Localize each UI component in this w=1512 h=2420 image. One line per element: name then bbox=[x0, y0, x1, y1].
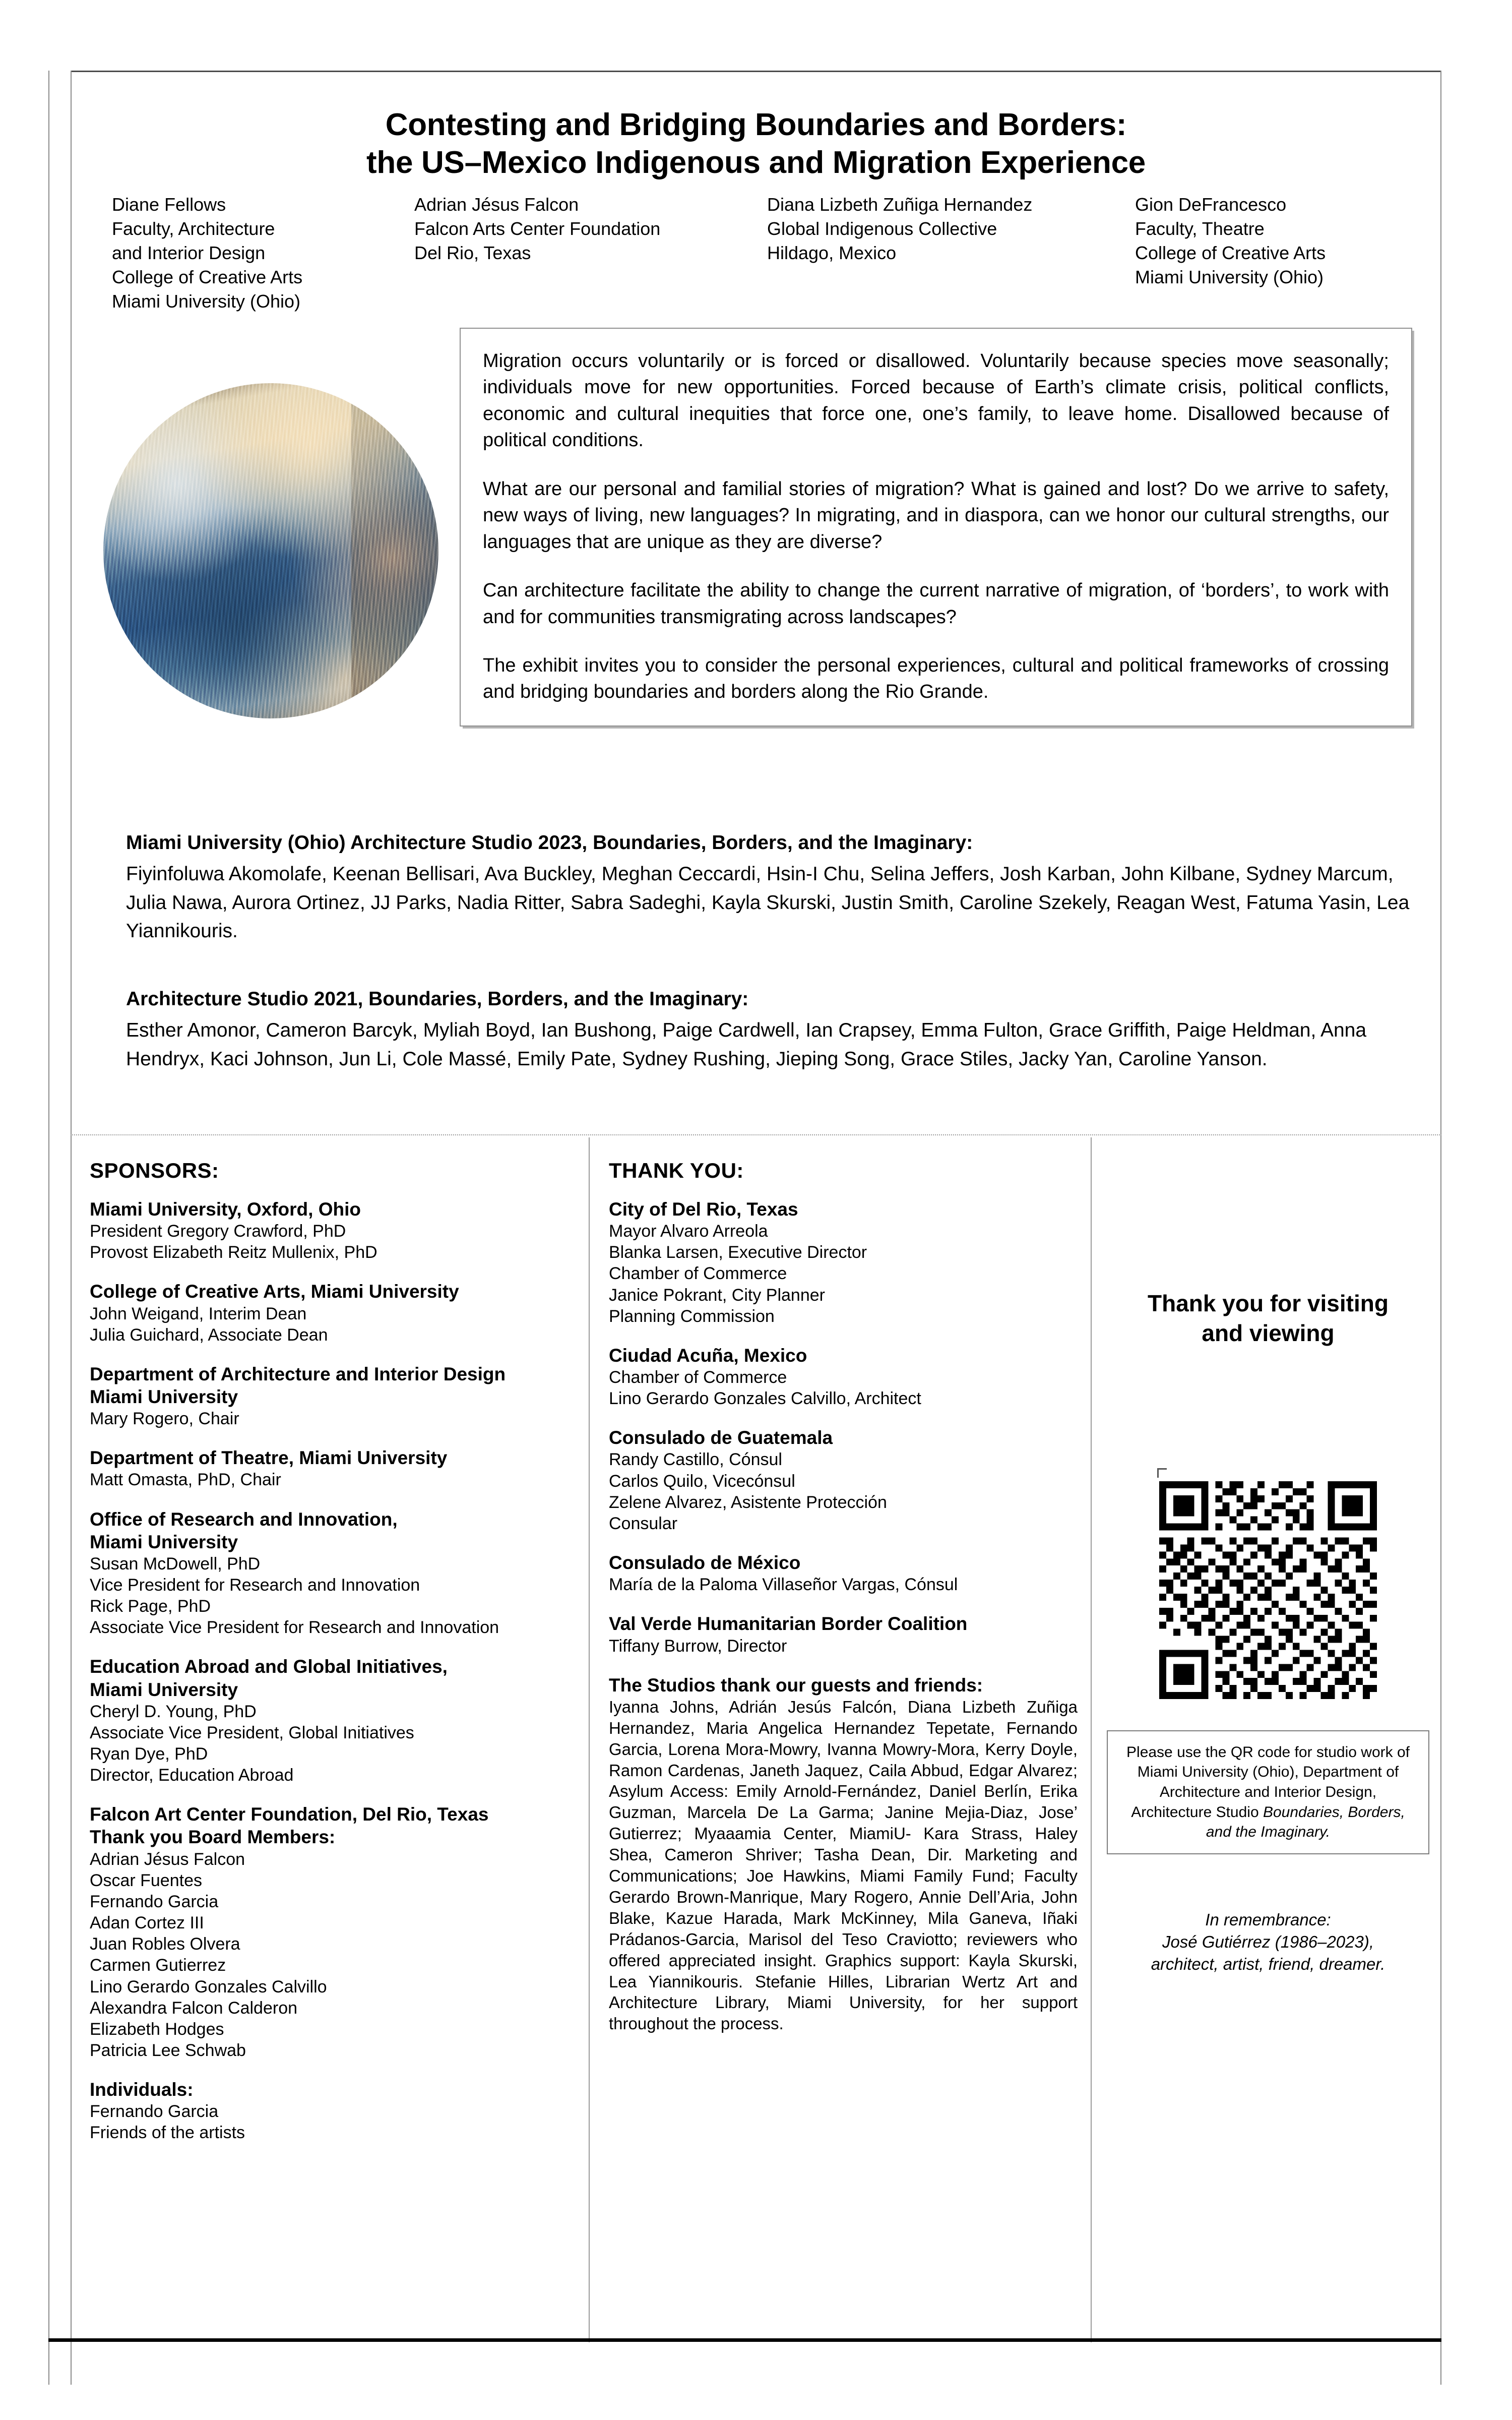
friends-heading: The Studios thank our guests and friends: bbox=[609, 1674, 983, 1696]
qr-note-plain: Please use the QR code for studio work of Miami University (Ohio), Department of Architecture and Interior Design, Architecture Studio bbox=[1126, 1743, 1410, 1821]
thankyou-heading: THANK YOU: bbox=[609, 1159, 744, 1182]
author-name: Gion DeFrancesco bbox=[1135, 194, 1287, 215]
studio-2023-heading: Miami University (Ohio) Architecture Studio 2023, Boundaries, Borders, and the Imaginary: bbox=[126, 832, 973, 854]
studio-2021-block bbox=[126, 988, 1416, 1073]
credit-group bbox=[90, 2078, 574, 2143]
abstract-box bbox=[460, 328, 1412, 727]
credit-group bbox=[90, 1655, 574, 1786]
credit-group-heading: College of Creative Arts, Miami University bbox=[90, 1281, 459, 1302]
author-column-3 bbox=[767, 193, 1130, 265]
credit-group bbox=[90, 1803, 574, 2061]
credit-group bbox=[609, 1426, 1078, 1534]
credit-group-heading: Individuals: bbox=[90, 2079, 194, 2100]
author-affiliation-line: Faculty, Theatre bbox=[1135, 218, 1265, 239]
credit-group bbox=[90, 1363, 574, 1429]
author-affiliation-line: Del Rio, Texas bbox=[414, 242, 531, 263]
credit-group-heading: Consulado de Guatemala bbox=[609, 1427, 833, 1448]
credit-group-heading: Miami University bbox=[90, 1679, 238, 1700]
author-affiliation-line: Hildago, Mexico bbox=[767, 242, 897, 263]
page-title bbox=[91, 106, 1421, 182]
author-name: Diana Lizbeth Zuñiga Hernandez bbox=[767, 194, 1033, 215]
credit-group-line: Fernando Garcia bbox=[90, 2102, 219, 2122]
credit-group-line: Planning Commission bbox=[609, 1306, 775, 1326]
credit-group-line: Juan Robles Olvera bbox=[90, 1934, 240, 1954]
credit-group-line: Elizabeth Hodges bbox=[90, 2019, 224, 2039]
credit-group bbox=[609, 1198, 1078, 1327]
studio-2021-names: Esther Amonor, Cameron Barcyk, Myliah Boyd, Ian Bushong, Paige Cardwell, Ian Crapsey, Emma Fulton, Grace Griffith, Paige Heldman, Anna Hendryx, Kaci Johnson, Jun Li, Cole Massé, Emily Pate, Sydney Rushing, Jieping Song, Grace Stiles, Jacky Yan, Caroline Yanson. bbox=[126, 1019, 1367, 1070]
credit-group-line: Cheryl D. Young, PhD bbox=[90, 1702, 257, 1721]
author-affiliation-line: Miami University (Ohio) bbox=[112, 290, 301, 312]
frame-right-rule bbox=[1440, 71, 1441, 2385]
bottom-rule bbox=[48, 2338, 1441, 2342]
friends-text: Iyanna Johns, Adrián Jesús Falcón, Diana Lizbeth Zuñiga Hernandez, Maria Angelica Hernandez Tepetate, Fernando Garcia, Lorena Mora-Mowry, Ivanna Mowry-Mora, Kerry Doyle, Ramon Cardenas, Janeth Jaquez, Caila Abbud, Edgar Alvarez; Asylum Access: Emily Arnold-Fernández, Daniel Berlín, Erika Guzman, Marcela De La Garma; Janine Mejia-Diaz, Jose’ Gutierrez; Myaaamia Center, MiamiU- Kara Strass, Haley Shea, Cameron Shriver; Tasha Dean, Dir. Marketing and Communications; Joe Hawkins, Miami Family Fund; Faculty Gerardo Brown-Manrique, Mary Rogero, Annie Dell’Aria, John Blake, Kazue Harada, Mark McKinney, Mila Ganeva, Iñaki Prádanos-Garcia, Marisol del Teso Craviotto; reviewers who offered appreciated insight. Graphics support: Kayla Skurski, Lea Yiannikouris. Stefanie Hilles, Librarian Wertz Art and Architecture Library, Miami University, for her support throughout the process. bbox=[609, 1697, 1078, 2033]
credit-group-line: Mary Rogero, Chair bbox=[90, 1409, 239, 1429]
credit-group bbox=[90, 1198, 574, 1263]
credit-group bbox=[609, 1612, 1078, 1656]
visit-message bbox=[1107, 1289, 1429, 1348]
credit-group bbox=[609, 1344, 1078, 1409]
credit-group-line: Alexandra Falcon Calderon bbox=[90, 1998, 298, 2018]
credit-group-line: María de la Paloma Villaseñor Vargas, Cónsul bbox=[609, 1575, 958, 1595]
qr-note-italic: Boundaries, Borders, and the Imaginary. bbox=[1206, 1803, 1405, 1841]
qr-code-note bbox=[1107, 1730, 1429, 1854]
abstract-paragraph-2: What are our personal and familial stories of migration? What is gained and lost? Do we arrive to safety, new ways of living, new languages? In migrating, and in diaspora, can we honor our cultural strengths, our languages that are unique as they are diverse? bbox=[483, 478, 1389, 553]
abstract-paragraph-4: The exhibit invites you to consider the personal experiences, cultural and political frameworks of crossing and bridging boundaries and borders along the Rio Grande. bbox=[483, 654, 1389, 703]
credit-group-heading: Education Abroad and Global Initiatives, bbox=[90, 1656, 448, 1677]
credit-group-heading: Office of Research and Innovation, bbox=[90, 1508, 398, 1530]
credit-group-line: Vice President for Research and Innovation bbox=[90, 1575, 420, 1595]
credit-group-line: Janice Pokrant, City Planner bbox=[609, 1285, 825, 1305]
credit-group-line: Adan Cortez III bbox=[90, 1913, 204, 1933]
friends-group bbox=[609, 1674, 1078, 2035]
frame-top-rule bbox=[71, 71, 1441, 72]
credit-group-line: Tiffany Burrow, Director bbox=[609, 1636, 787, 1656]
credit-group-heading: Department of Architecture and Interior Design bbox=[90, 1363, 506, 1384]
credit-group-heading: Val Verde Humanitarian Border Coalition bbox=[609, 1613, 968, 1635]
photo-texture bbox=[103, 383, 438, 718]
credit-group-line: Susan McDowell, PhD bbox=[90, 1554, 261, 1574]
credit-group bbox=[90, 1280, 574, 1345]
column-divider-2 bbox=[1091, 1137, 1092, 2342]
credit-group-line: John Weigand, Interim Dean bbox=[90, 1304, 307, 1323]
credit-group-line: Chamber of Commerce bbox=[609, 1368, 787, 1387]
author-name: Diane Fellows bbox=[112, 194, 226, 215]
studio-2023-block bbox=[126, 832, 1416, 946]
author-affiliation-line: Faculty, Architecture bbox=[112, 218, 275, 239]
credit-group-line: Associate Vice President, Global Initiatives bbox=[90, 1723, 414, 1742]
remembrance-line3: architect, artist, friend, dreamer. bbox=[1151, 1955, 1385, 1974]
credit-group bbox=[90, 1508, 574, 1639]
author-column-2 bbox=[414, 193, 762, 265]
remembrance-note bbox=[1107, 1909, 1429, 1976]
credit-group-line: Patricia Lee Schwab bbox=[90, 2040, 246, 2060]
author-affiliation-line: College of Creative Arts bbox=[1135, 242, 1326, 263]
credit-group-line: President Gregory Crawford, PhD bbox=[90, 1222, 346, 1241]
credit-group-line: Oscar Fuentes bbox=[90, 1870, 202, 1890]
credit-group-line: Director, Education Abroad bbox=[90, 1766, 294, 1785]
credit-group-line: Ryan Dye, PhD bbox=[90, 1744, 208, 1764]
right-column bbox=[1107, 1159, 1429, 1975]
credit-group-line: Carmen Gutierrez bbox=[90, 1956, 226, 1975]
qr-code-wrapper[interactable] bbox=[1107, 1474, 1429, 1706]
visit-message-line2: and viewing bbox=[1202, 1319, 1335, 1346]
author-affiliation-line: College of Creative Arts bbox=[112, 266, 303, 287]
credit-group-line: Zelene Alvarez, Asistente Protección bbox=[609, 1492, 887, 1512]
studio-2021-heading: Architecture Studio 2021, Boundaries, Borders, and the Imaginary: bbox=[126, 988, 749, 1010]
qr-code-icon[interactable] bbox=[1152, 1474, 1384, 1706]
credit-group-line: Mayor Alvaro Arreola bbox=[609, 1222, 768, 1241]
water-reflection-photo bbox=[103, 383, 438, 718]
column-divider-1 bbox=[589, 1137, 590, 2342]
author-column-4 bbox=[1135, 193, 1432, 289]
credit-group-line: Provost Elizabeth Reitz Mullenix, PhD bbox=[90, 1243, 377, 1262]
sponsors-heading: SPONSORS: bbox=[90, 1159, 219, 1182]
credit-group-heading: Falcon Art Center Foundation, Del Rio, Texas bbox=[90, 1804, 489, 1825]
credit-group-line: Friends of the artists bbox=[90, 2123, 245, 2143]
credit-group-line: Fernando Garcia bbox=[90, 1892, 219, 1911]
credit-group-line: Consular bbox=[609, 1514, 678, 1533]
credit-group-heading: Miami University, Oxford, Ohio bbox=[90, 1199, 361, 1220]
qr-code-svg bbox=[1152, 1474, 1384, 1706]
credit-group-line: Lino Gerardo Gonzales Calvillo, Architect bbox=[609, 1389, 921, 1409]
author-affiliation-line: Global Indigenous Collective bbox=[767, 218, 997, 239]
crop-mark-icon bbox=[1157, 1468, 1167, 1478]
credit-group-line: Chamber of Commerce bbox=[609, 1264, 787, 1284]
page-title-line1: Contesting and Bridging Boundaries and Borders: bbox=[385, 107, 1127, 142]
sponsors-column bbox=[90, 1159, 574, 2161]
visit-message-line1: Thank you for visiting bbox=[1148, 1290, 1389, 1316]
thankyou-column bbox=[609, 1159, 1078, 2051]
credit-group-line: Blanka Larsen, Executive Director bbox=[609, 1243, 867, 1262]
thankyou-group-list bbox=[609, 1198, 1078, 1657]
credit-group-heading: Ciudad Acuña, Mexico bbox=[609, 1345, 807, 1366]
credit-group-line: Associate Vice President for Research and Innovation bbox=[90, 1618, 499, 1638]
author-name: Adrian Jésus Falcon bbox=[414, 194, 579, 215]
credit-group-line: Julia Guichard, Associate Dean bbox=[90, 1325, 328, 1345]
credit-group bbox=[609, 1551, 1078, 1595]
credit-group-line: Randy Castillo, Cónsul bbox=[609, 1450, 782, 1470]
credit-group-line: Carlos Quilo, Vicecónsul bbox=[609, 1471, 795, 1491]
credit-group-heading: City of Del Rio, Texas bbox=[609, 1199, 798, 1220]
studio-2023-names: Fiyinfoluwa Akomolafe, Keenan Bellisari, Ava Buckley, Meghan Ceccardi, Hsin-I Chu, Selina Jeffers, Josh Karban, John Kilbane, Sydney Marcum, Julia Nawa, Aurora Ortinez, JJ Parks, Nadia Ritter, Sabra Sadeghi, Kayla Skurski, Justin Smith, Caroline Szekely, Reagan West, Fatuma Yasin, Lea Yiannikouris. bbox=[126, 863, 1410, 942]
credit-group-line: Rick Page, PhD bbox=[90, 1597, 211, 1616]
page-title-line2: the US–Mexico Indigenous and Migration Experience bbox=[366, 145, 1146, 180]
abstract-paragraph-3: Can architecture facilitate the ability to change the current narrative of migration, of ‘borders’, to work with and for communities transmigrating across landscapes? bbox=[483, 580, 1389, 628]
credit-group-heading: Department of Theatre, Miami University bbox=[90, 1447, 448, 1469]
frame-left-outer-rule bbox=[48, 71, 49, 2385]
remembrance-line2: José Gutiérrez (1986–2023), bbox=[1162, 1932, 1374, 1951]
author-affiliation-line: Miami University (Ohio) bbox=[1135, 266, 1324, 287]
abstract-paragraph-1: Migration occurs voluntarily or is forced or disallowed. Voluntarily because species move seasonally; individuals move for new opportunities. Forced because of Earth’s climate crisis, political conflicts, economic and cultural inequities that force one, one’s family, to leave home. Disallowed because of political conditions. bbox=[483, 350, 1389, 451]
credit-group-line: Adrian Jésus Falcon bbox=[90, 1849, 245, 1869]
section-divider-dotted bbox=[71, 1134, 1441, 1135]
credit-group bbox=[90, 1446, 574, 1490]
remembrance-line1: In remembrance: bbox=[1205, 1910, 1331, 1929]
credit-group-line: Lino Gerardo Gonzales Calvillo bbox=[90, 1977, 327, 1996]
author-affiliation-line: and Interior Design bbox=[112, 242, 266, 263]
credit-group-heading: Miami University bbox=[90, 1386, 238, 1407]
credit-group-heading: Miami University bbox=[90, 1531, 238, 1552]
credit-group-heading: Consulado de México bbox=[609, 1552, 801, 1574]
credit-group-heading: Thank you Board Members: bbox=[90, 1827, 336, 1848]
author-affiliation-line: Falcon Arts Center Foundation bbox=[414, 218, 661, 239]
sponsors-group-list bbox=[90, 1198, 574, 2144]
frame-left-inner-rule bbox=[71, 71, 72, 2385]
author-column-1 bbox=[112, 193, 414, 313]
credit-group-line: Matt Omasta, PhD, Chair bbox=[90, 1470, 281, 1490]
